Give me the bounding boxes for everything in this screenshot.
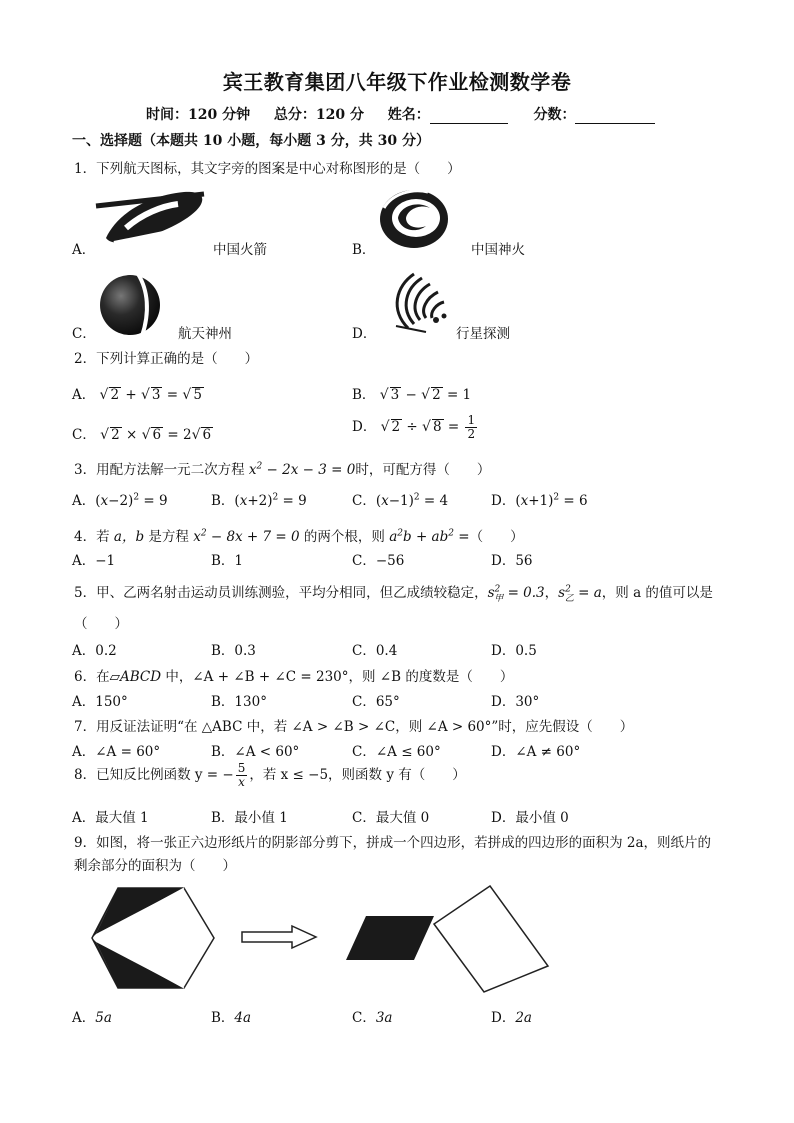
- q7-option-a: A．∠A = 60°: [72, 744, 161, 760]
- q7-option-b: B．∠A < 60°: [211, 744, 300, 760]
- score-label: 分数：: [533, 107, 576, 123]
- q1-option-c-letter: C．: [72, 326, 96, 342]
- q2-option-b-expr: √ 3 − √ 2 = 1: [379, 387, 472, 403]
- total-score-label: 总分：120 分: [273, 107, 364, 123]
- q2-option-a-expr: √ 2 + √ 3 = √ 5: [99, 387, 202, 403]
- exam-info-line: [146, 104, 655, 124]
- q1-option-a-letter: A．: [72, 242, 96, 258]
- q1-stem: 1．下列航天图标，其文字旁的图案是中心对称图形的是（ ）: [74, 161, 461, 177]
- q6-stem: 6．在▱ABCD 中，∠A + ∠B + ∠C = 230°，则 ∠B 的度数是（ ）: [74, 669, 514, 685]
- q4-expression: $a^2b + ab^2$ =: [389, 528, 470, 545]
- q9-stem-line1: 9．如图，将一张正六边形纸片的阴影部分剪下，拼成一个四边形，若拼成的四边形的面积为 2a，则纸片的: [74, 835, 712, 851]
- name-blank[interactable]: [430, 109, 508, 124]
- q2-option-a: [72, 383, 204, 403]
- q5-stem: 5．甲、乙两名射击运动员训练测验，平均分相同，但乙成绩较稳定，$s^2_甲 = 0.3$，$s^2_乙 = a$，则 a 的值可以是: [74, 584, 713, 604]
- q2-option-d-letter: D．: [352, 419, 377, 435]
- q7-option-c: C．∠A ≤ 60°: [352, 744, 441, 760]
- q2-option-c-expr: √ 2 × √ 6 = 2√ 6: [100, 427, 212, 443]
- time-label: 时间：120 分钟: [146, 107, 251, 123]
- q1-option-c-caption: 航天神州: [178, 326, 232, 342]
- q3-option-c: C．$(x-1)^2 = 4$: [352, 492, 449, 509]
- q2-option-c: [72, 423, 213, 443]
- q8-option-c: C．最大值 0: [352, 810, 430, 826]
- q1-option-d-letter: D．: [352, 326, 377, 342]
- q5-option-d: D．0.5: [491, 643, 537, 659]
- name-label: 姓名：: [387, 107, 430, 123]
- parallelogram-figure: [344, 912, 436, 964]
- q2-option-d: [352, 414, 479, 441]
- q4-option-c: C．−56: [352, 553, 405, 569]
- sphere-logo-icon: [98, 272, 164, 338]
- q8-option-b: B．最小值 1: [211, 810, 288, 826]
- q4-stem: 4．若 a，b 是方程 $x^2 - 8x + 7 = 0$ 的两个根，则 $a^2b + ab^2$ =（ ）: [74, 528, 524, 545]
- q2-option-a-letter: A．: [72, 387, 96, 403]
- q5-option-c: C．0.4: [352, 643, 398, 659]
- rocket-logo-icon: [96, 188, 208, 246]
- planet-probe-logo-icon: [386, 268, 450, 334]
- q8-stem: 8．已知反比例函数 y = − $\frac{5}{x}$ ，若 x ≤ −5，则函数 y 有（ ）: [74, 761, 466, 789]
- q9-option-d: D．2a: [491, 1010, 532, 1026]
- q1-option-b-caption: 中国神火: [471, 242, 525, 258]
- flame-swirl-logo-icon: [378, 188, 450, 250]
- q9-stem-line2: 剩余部分的面积为（ ）: [74, 858, 236, 874]
- q9-option-c: C．3a: [352, 1010, 393, 1026]
- q4-option-a: A．−1: [72, 553, 116, 569]
- q3-option-a: A．$(x-2)^2 = 9$: [72, 492, 168, 509]
- q4-option-b: B．1: [211, 553, 244, 569]
- q8-fraction: $\frac{5}{x}$: [237, 761, 246, 789]
- q5-stem-line2: （ ）: [74, 616, 128, 632]
- q2-stem: 2．下列计算正确的是（ ）: [74, 351, 259, 367]
- q4-option-d: D．56: [491, 553, 533, 569]
- q8-option-a: A．最大值 1: [72, 810, 149, 826]
- q7-stem: 7．用反证法证明“在 △ABC 中，若 ∠A > ∠B > ∠C，则 ∠A > 60°”时，应先假设（ ）: [74, 719, 634, 735]
- q9-option-a: A．5a: [72, 1010, 112, 1026]
- q6-option-d: D．30°: [491, 694, 540, 710]
- q2-option-b: [352, 383, 471, 403]
- q5-option-a: A．0.2: [72, 643, 117, 659]
- q6-option-b: B．130°: [211, 694, 267, 710]
- section-heading: 一、选择题（本题共 10 小题，每小题 3 分，共 30 分）: [72, 133, 430, 149]
- q2-option-c-letter: C．: [72, 427, 96, 443]
- q6-option-a: A．150°: [72, 694, 128, 710]
- q5-option-b: B．0.3: [211, 643, 256, 659]
- q1-option-d-caption: 行星探测: [456, 326, 510, 342]
- exam-title: 宾王教育集团八年级下作业检测数学卷: [222, 70, 572, 94]
- q1-option-b-letter: B．: [352, 242, 376, 258]
- score-blank[interactable]: [575, 109, 655, 124]
- q4-equation: $x^2 - 8x + 7 = 0$: [193, 528, 300, 545]
- arrow-right-icon: [240, 924, 320, 950]
- q5-variance-yi: $s^2_乙 = a$: [558, 584, 602, 604]
- q7-option-d: D．∠A ≠ 60°: [491, 744, 581, 760]
- q1-option-a-caption: 中国火箭: [213, 242, 267, 258]
- kite-figure: [432, 884, 552, 996]
- q9-option-b: B．4a: [211, 1010, 252, 1026]
- q3-option-d: D．$(x+1)^2 = 6$: [491, 492, 588, 509]
- q3-option-b: B．$(x+2)^2 = 9$: [211, 492, 307, 509]
- q3-equation: $x^2 - 2x - 3 = 0$: [248, 461, 356, 478]
- q2-option-b-letter: B．: [352, 387, 376, 403]
- q8-option-d: D．最小值 0: [491, 810, 569, 826]
- q3-stem: 3．用配方法解一元二次方程 $x^2 - 2x - 3 = 0$时，可配方得（ ）: [74, 461, 491, 478]
- hexagon-figure: [88, 884, 218, 994]
- q6-option-c: C．65°: [352, 694, 400, 710]
- q5-variance-jia: $s^2_甲 = 0.3$: [487, 584, 545, 604]
- q2-option-d-expr: √ 2 ÷ √ 8 = $\frac{1}{2}$: [380, 413, 476, 441]
